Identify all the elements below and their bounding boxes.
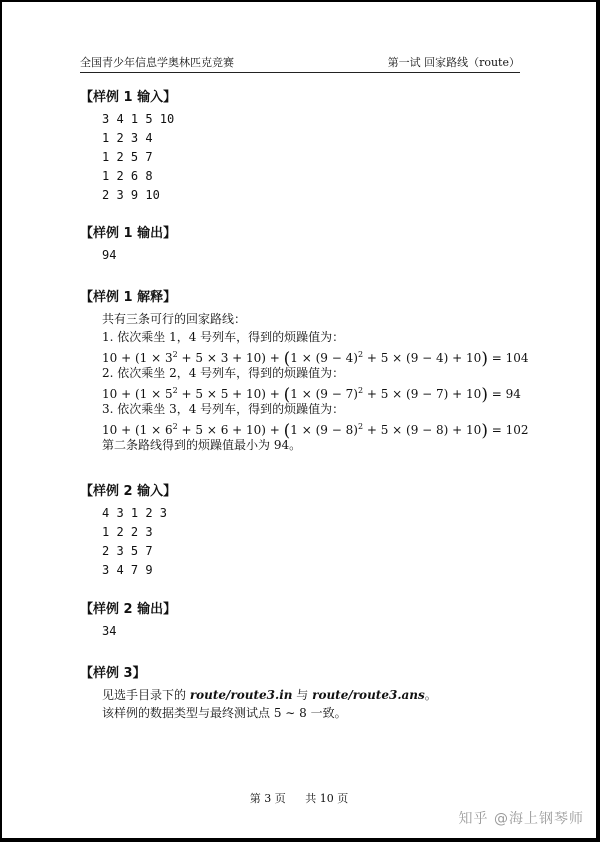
sample1-input-line: 3 4 1 5 10 [102, 112, 175, 126]
sample1-input-line: 2 3 9 10 [102, 188, 160, 202]
sample2-input-line: 2 3 5 7 [102, 544, 153, 558]
file-name-in: route/route3.in [189, 688, 293, 702]
file-name-ans: route/route3.ans [312, 688, 425, 702]
header-left: 全国青少年信息学奥林匹克竞赛 [80, 56, 234, 69]
sample3-line2: 该样例的数据类型与最终测试点 5 ∼ 8 一致。 [102, 706, 347, 720]
sample2-output-value: 34 [102, 624, 117, 638]
sample2-input-title: 【样例 2 输入】 [80, 484, 177, 499]
total-pages: 共 10 页 [305, 792, 349, 805]
document-page [2, 2, 596, 838]
header-divider [80, 72, 520, 73]
page-header [80, 54, 520, 70]
sample3-body [102, 686, 437, 722]
header-right: 第一试 回家路线（route） [387, 56, 520, 69]
sample1-input-line: 1 2 6 8 [102, 169, 153, 183]
page-number: 第 3 页 [249, 792, 286, 805]
explain-formula: $10 + (1 \times 3^2 + 5 \times 3 + 10) + (1 \times (9 - 4)^2 + 5 \times (9 - 4) + 10) = 104$ [102, 349, 529, 369]
sample1-output-title: 【样例 1 输出】 [80, 226, 177, 241]
sample1-output-block [102, 246, 116, 265]
page-footer [2, 790, 596, 806]
explain-item-text: 3. 依次乘坐 3，4 号列车，得到的烦躁值为： [102, 402, 345, 416]
sample2-output-block [102, 622, 116, 641]
explain-conclusion: 第二条路线得到的烦躁值最小为 94。 [102, 438, 302, 452]
sample1-output-value: 94 [102, 248, 117, 262]
watermark: 知乎 @海上钢琴师 [458, 811, 584, 827]
explain-formula: $10 + (1 \times 6^2 + 5 \times 6 + 10) + (1 \times (9 - 8)^2 + 5 \times (9 - 8) + 10) = 102$ [102, 421, 529, 441]
sample3-line1: 见选手目录下的 route/route3.in 与 route/route3.ans。 [102, 688, 437, 702]
explain-intro: 共有三条可行的回家路线： [102, 312, 247, 326]
explain-item-text: 1. 依次乘坐 1，4 号列车，得到的烦躁值为： [102, 330, 345, 344]
sample1-input-line: 1 2 5 7 [102, 150, 153, 164]
sample3-title: 【样例 3】 [80, 666, 146, 681]
sample1-input-title: 【样例 1 输入】 [80, 90, 177, 105]
sample2-input-block [102, 504, 167, 580]
sample1-input-line: 1 2 3 4 [102, 131, 153, 145]
sample2-output-title: 【样例 2 输出】 [80, 602, 177, 617]
explain-formula: $10 + (1 \times 5^2 + 5 \times 5 + 10) + (1 \times (9 - 7)^2 + 5 \times (9 - 7) + 10) = 94$ [102, 385, 521, 405]
sample1-explain-title: 【样例 1 解释】 [80, 290, 177, 305]
sample2-input-line: 3 4 7 9 [102, 563, 153, 577]
sample2-input-line: 1 2 2 3 [102, 525, 153, 539]
explain-item-text: 2. 依次乘坐 2，4 号列车，得到的烦躁值为： [102, 366, 345, 380]
sample1-explain-body [102, 310, 529, 454]
sample2-input-line: 4 3 1 2 3 [102, 506, 168, 520]
sample1-input-block [102, 110, 174, 205]
